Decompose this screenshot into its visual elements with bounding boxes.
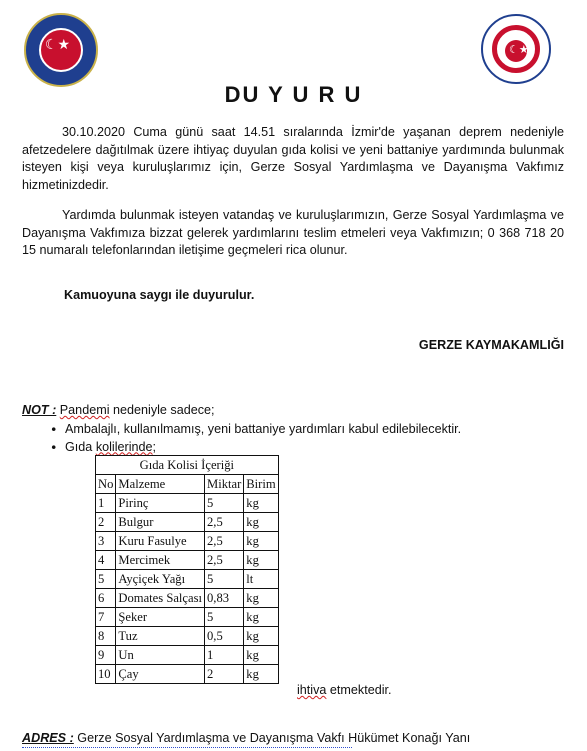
crescent-star-icon: ☾★ <box>45 37 71 53</box>
address-line <box>22 731 470 745</box>
kaymakamlik-seal-logo <box>24 13 98 87</box>
table-row <box>96 589 279 608</box>
note-bullet-list <box>50 421 461 456</box>
cell-miktar: 5 <box>205 494 244 513</box>
sydv-seal-logo <box>481 14 551 84</box>
cell-malzeme: Ayçiçek Yağı <box>116 570 205 589</box>
note-rest: nedeniyle sadece; <box>109 403 215 417</box>
table-body <box>96 494 279 684</box>
cell-miktar: 2,5 <box>205 532 244 551</box>
cell-birim: kg <box>244 627 278 646</box>
food-package-table <box>95 455 279 684</box>
cell-miktar: 2 <box>205 665 244 684</box>
paragraph-announcement: 30.10.2020 Cuma günü saat 14.51 sıralarında İzmir'de yaşanan deprem nedeniyle afetzedelere dağıtılmak üzere ihtiyaç duyulan gıda kolisi ve yeni battaniye yardımında bulunmak isteyen kişi veya kuruluşlarımız için, Gerze Sosyal Yardımlaşma ve Dayanışma Vakfımız hizmetinizdedir. <box>22 125 564 192</box>
cell-no: 8 <box>96 627 116 646</box>
note-label: NOT : <box>22 403 57 417</box>
cell-birim: kg <box>244 646 278 665</box>
cell-birim: kg <box>244 532 278 551</box>
table-header-miktar: Miktar <box>205 475 244 494</box>
cell-birim: kg <box>244 551 278 570</box>
table-row <box>96 532 279 551</box>
table-row <box>96 665 279 684</box>
table-header-malzeme: Malzeme <box>116 475 205 494</box>
cell-malzeme: Un <box>116 646 205 665</box>
table-row <box>96 513 279 532</box>
crescent-star-icon: ☾★ <box>509 43 529 56</box>
address-underline <box>22 747 352 748</box>
cell-malzeme: Çay <box>116 665 205 684</box>
table-row <box>96 608 279 627</box>
cell-malzeme: Kuru Fasulye <box>116 532 205 551</box>
cell-miktar: 5 <box>205 608 244 627</box>
table-row <box>96 570 279 589</box>
cell-no: 6 <box>96 589 116 608</box>
cell-no: 3 <box>96 532 116 551</box>
cell-miktar: 2,5 <box>205 551 244 570</box>
cell-no: 4 <box>96 551 116 570</box>
note-line <box>22 403 215 417</box>
cell-malzeme: Mercimek <box>116 551 205 570</box>
table-row <box>96 627 279 646</box>
cell-no: 9 <box>96 646 116 665</box>
cell-birim: kg <box>244 589 278 608</box>
note-word-pandemi: Pandemi <box>59 403 110 417</box>
paragraph-contact: Yardımda bulunmak isteyen vatandaş ve kuruluşlarımızın, Gerze Sosyal Yardımlaşma ve Dayanışma Vakfımıza bizzat gelerek yardımlarını teslim etmeleri veya Vakfımızın; 0 368 718 20 15 numaralı telefonlarından iletişime geçmeleri rica olunur. <box>22 208 564 257</box>
address-label: ADRES : <box>22 731 74 745</box>
list-item: • Gıda kolilerinde; <box>50 439 461 457</box>
list-item: • Ambalajlı, kullanılmamış, yeni battaniye yardımları kabul edilebilecektir. <box>50 421 461 439</box>
cell-no: 5 <box>96 570 116 589</box>
table-row <box>96 646 279 665</box>
cell-malzeme: Domates Salçası <box>116 589 205 608</box>
cell-no: 7 <box>96 608 116 627</box>
cell-malzeme: Pirinç <box>116 494 205 513</box>
cell-birim: kg <box>244 608 278 627</box>
closing-statement: Kamuoyuna saygı ile duyurulur. <box>64 288 255 302</box>
wavy-word: ihtiva <box>297 683 327 697</box>
table-row <box>96 551 279 570</box>
cell-miktar: 5 <box>205 570 244 589</box>
table-header-birim: Birim <box>244 475 278 494</box>
cell-malzeme: Tuz <box>116 627 205 646</box>
cell-miktar: 1 <box>205 646 244 665</box>
signature: GERZE KAYMAKAMLIĞI <box>418 338 564 352</box>
cell-malzeme: Şeker <box>116 608 205 627</box>
cell-no: 10 <box>96 665 116 684</box>
cell-malzeme: Bulgur <box>116 513 205 532</box>
cell-birim: kg <box>244 513 278 532</box>
document-title: DU Y U R U <box>224 82 363 107</box>
cell-birim: kg <box>244 494 278 513</box>
cell-miktar: 0,83 <box>205 589 244 608</box>
cell-birim: lt <box>244 570 278 589</box>
wavy-word: kolilerinde <box>95 439 153 454</box>
cell-no: 2 <box>96 513 116 532</box>
cell-miktar: 0,5 <box>205 627 244 646</box>
cell-birim: kg <box>244 665 278 684</box>
cell-no: 1 <box>96 494 116 513</box>
table-row <box>96 494 279 513</box>
cell-miktar: 2,5 <box>205 513 244 532</box>
table-caption: Gıda Kolisi İçeriği <box>96 456 279 475</box>
table-header-no: No <box>96 475 116 494</box>
table-suffix: ihtiva etmektedir. <box>297 683 392 697</box>
address-text: Gerze Sosyal Yardımlaşma ve Dayanışma Vakfı Hükümet Konağı Yanı <box>73 731 471 745</box>
